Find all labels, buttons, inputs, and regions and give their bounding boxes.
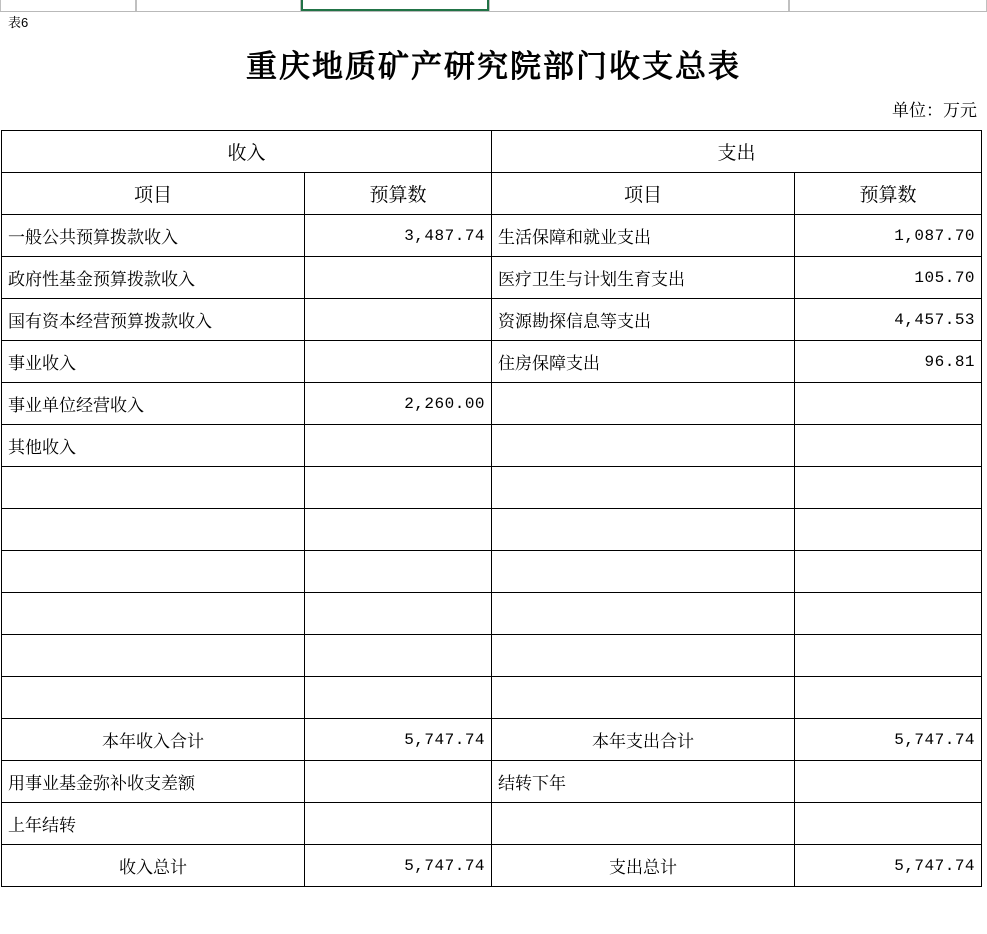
cell-expense-value[interactable]: [795, 635, 982, 677]
cell-income-value[interactable]: [305, 341, 492, 383]
cell-expense-value[interactable]: [795, 803, 982, 845]
cell-income-value[interactable]: 2,260.00: [305, 383, 492, 425]
table-row: [2, 341, 982, 383]
table-row: [2, 425, 982, 467]
column-header-income-budget: 预算数: [305, 173, 492, 215]
cell-expense-item[interactable]: 支出总计: [492, 845, 795, 887]
cell-income-value[interactable]: 5,747.74: [305, 719, 492, 761]
cell-expense-value[interactable]: 96.81: [795, 341, 982, 383]
cell-expense-value[interactable]: [795, 677, 982, 719]
cell-expense-value[interactable]: [795, 383, 982, 425]
cell-income-item[interactable]: [2, 635, 305, 677]
cell-income-item[interactable]: 政府性基金预算拨款收入: [2, 257, 305, 299]
cell-expense-item[interactable]: 住房保障支出: [492, 341, 795, 383]
cell-income-item[interactable]: [2, 593, 305, 635]
cell-expense-value[interactable]: [795, 551, 982, 593]
cell-expense-value[interactable]: [795, 509, 982, 551]
cell-expense-value[interactable]: 105.70: [795, 257, 982, 299]
group-header-expense: 支出: [492, 131, 982, 173]
table-row: [2, 467, 982, 509]
cell-expense-item[interactable]: [492, 467, 795, 509]
cell-income-item[interactable]: [2, 509, 305, 551]
tab-segment-3[interactable]: [301, 0, 489, 11]
cell-income-item[interactable]: 收入总计: [2, 845, 305, 887]
cell-income-item[interactable]: [2, 551, 305, 593]
table-row: [2, 383, 982, 425]
cell-expense-item[interactable]: 生活保障和就业支出: [492, 215, 795, 257]
cell-income-value[interactable]: [305, 803, 492, 845]
group-header-income: 收入: [2, 131, 492, 173]
cell-income-value[interactable]: [305, 467, 492, 509]
table-row: [2, 299, 982, 341]
table-column-header-row: [2, 173, 982, 215]
cell-expense-item[interactable]: 结转下年: [492, 761, 795, 803]
cell-income-value[interactable]: [305, 425, 492, 467]
cell-income-item[interactable]: 事业收入: [2, 341, 305, 383]
cell-income-value[interactable]: 5,747.74: [305, 845, 492, 887]
cell-expense-item[interactable]: [492, 635, 795, 677]
table-row: [2, 677, 982, 719]
cell-expense-item[interactable]: [492, 593, 795, 635]
tab-segment-2[interactable]: [136, 0, 301, 11]
cell-expense-value[interactable]: [795, 593, 982, 635]
cell-expense-item[interactable]: [492, 425, 795, 467]
table-row: [2, 635, 982, 677]
sheet-label: 表6: [8, 15, 29, 30]
cell-expense-item[interactable]: [492, 677, 795, 719]
cell-expense-value[interactable]: 1,087.70: [795, 215, 982, 257]
cell-expense-item[interactable]: 本年支出合计: [492, 719, 795, 761]
cell-income-value[interactable]: [305, 677, 492, 719]
cell-expense-value[interactable]: [795, 761, 982, 803]
table-row: [2, 509, 982, 551]
table-row: [2, 551, 982, 593]
cell-income-item[interactable]: 事业单位经营收入: [2, 383, 305, 425]
cell-income-value[interactable]: [305, 761, 492, 803]
cell-income-value[interactable]: 3,487.74: [305, 215, 492, 257]
cell-income-item[interactable]: 上年结转: [2, 803, 305, 845]
cell-expense-value[interactable]: 5,747.74: [795, 719, 982, 761]
budget-table: [1, 130, 982, 887]
table-summary-row: [2, 803, 982, 845]
cell-income-item[interactable]: 用事业基金弥补收支差额: [2, 761, 305, 803]
cell-expense-item[interactable]: 资源勘探信息等支出: [492, 299, 795, 341]
cell-expense-value[interactable]: [795, 467, 982, 509]
table-summary-row: [2, 719, 982, 761]
cell-expense-item[interactable]: [492, 551, 795, 593]
unit-note: 单位：万元: [892, 101, 977, 120]
cell-income-item[interactable]: 一般公共预算拨款收入: [2, 215, 305, 257]
cell-income-value[interactable]: [305, 509, 492, 551]
column-header-strip: [0, 0, 987, 12]
cell-expense-value[interactable]: [795, 425, 982, 467]
cell-expense-item[interactable]: [492, 803, 795, 845]
table-row: [2, 257, 982, 299]
cell-expense-item[interactable]: [492, 509, 795, 551]
column-header-expense-item: 项目: [492, 173, 795, 215]
table-row: [2, 593, 982, 635]
cell-expense-item[interactable]: [492, 383, 795, 425]
column-header-expense-budget: 预算数: [795, 173, 982, 215]
cell-income-value[interactable]: [305, 593, 492, 635]
table-summary-row: [2, 761, 982, 803]
cell-income-value[interactable]: [305, 299, 492, 341]
cell-income-item[interactable]: [2, 467, 305, 509]
column-header-income-item: 项目: [2, 173, 305, 215]
table-group-header-row: [2, 131, 982, 173]
cell-expense-item[interactable]: 医疗卫生与计划生育支出: [492, 257, 795, 299]
cell-income-value[interactable]: [305, 257, 492, 299]
cell-income-item[interactable]: 国有资本经营预算拨款收入: [2, 299, 305, 341]
cell-income-item[interactable]: 其他收入: [2, 425, 305, 467]
table-summary-row: [2, 845, 982, 887]
cell-income-value[interactable]: [305, 551, 492, 593]
cell-income-item[interactable]: 本年收入合计: [2, 719, 305, 761]
table-row: [2, 215, 982, 257]
tab-segment-5[interactable]: [789, 0, 987, 11]
tab-segment-1[interactable]: [0, 0, 136, 11]
page-title: 重庆地质矿产研究院部门收支总表: [246, 49, 741, 84]
tab-segment-4[interactable]: [489, 0, 789, 11]
cell-expense-value[interactable]: 5,747.74: [795, 845, 982, 887]
cell-expense-value[interactable]: 4,457.53: [795, 299, 982, 341]
cell-income-item[interactable]: [2, 677, 305, 719]
cell-income-value[interactable]: [305, 635, 492, 677]
